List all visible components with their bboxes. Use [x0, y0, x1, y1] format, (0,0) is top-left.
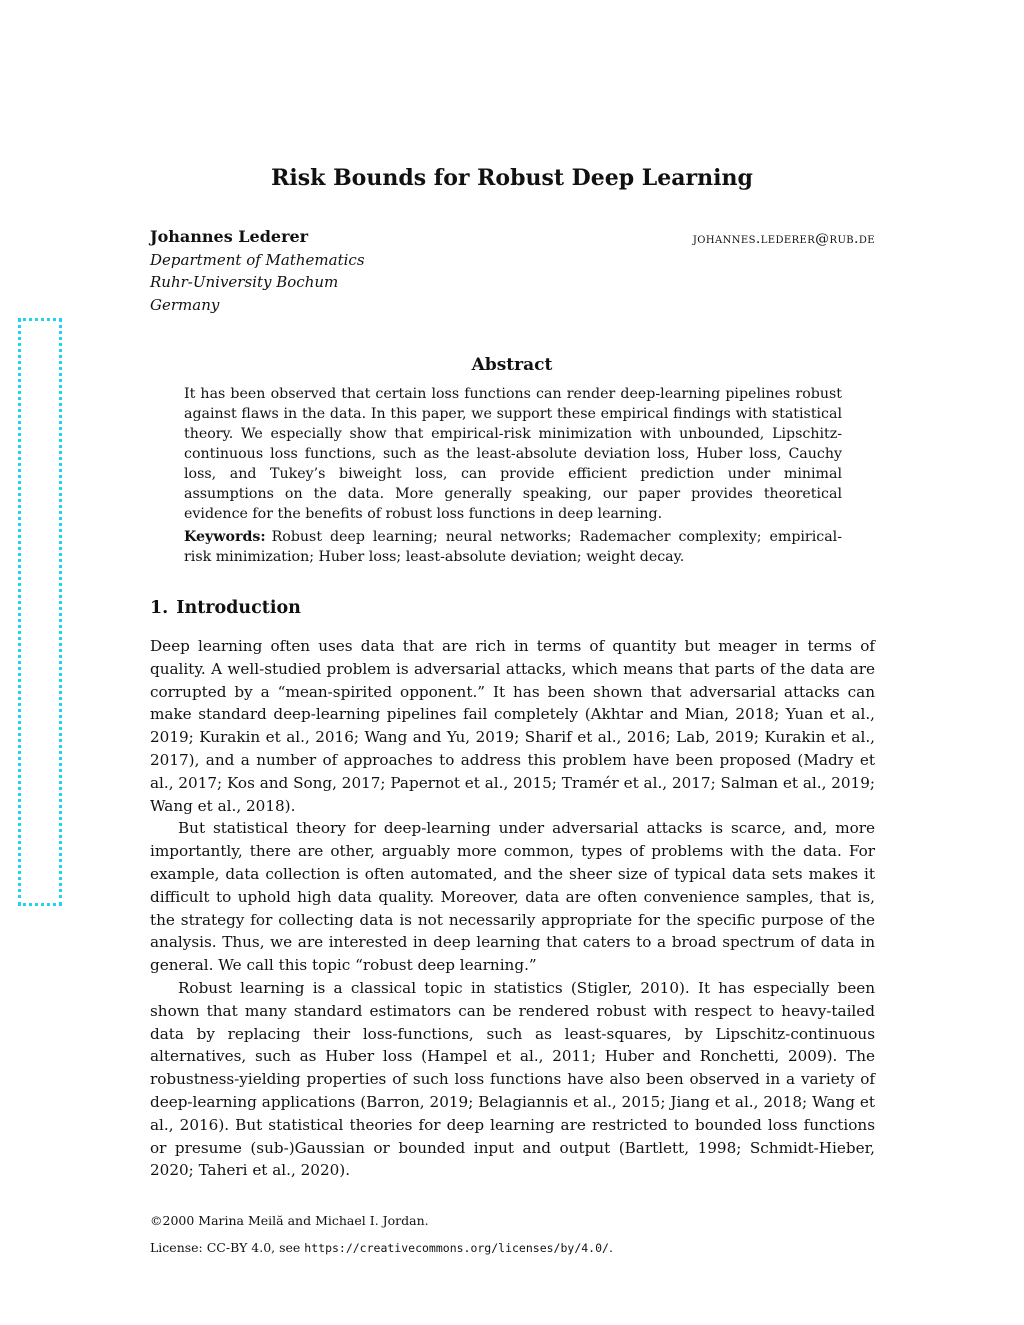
paragraph: But statistical theory for deep-learning under adversarial attacks is scarce, and, more importantly, there are other, arguably more common, types of problems with the data. For example, data collection is often automated, and the sheer size of typical data sets makes it difficult to uphold high data quality. Moreover, data are often convenience samples, that is, the strategy for collecting data is not necessarily appropriate for the specific purpose of the analysis. Thus, we are interested in deep learning that caters to a broad spectrum of data in general. We call this topic “robust deep learning.”	[150, 819, 875, 975]
paragraph: Robust learning is a classical topic in statistics (Stigler, 2010). It has especially been shown that many standard estimators can be rendered robust with respect to heavy-tailed data by replacing their loss-functions, such as least-squares, by Lipschitz-continuous alternatives, such as Huber loss (Hampel et al., 2011; Huber and Ronchetti, 2009). The robustness-yielding properties of such loss functions have also been observed in a variety of deep-learning applications (Barron, 2019; Belagiannis et al., 2015; Jiang et al., 2018; Wang et al., 2016). But statistical theories for deep learning are restricted to bounded loss functions or presume (sub-)Gaussian or bounded input and output (Bartlett, 1998; Schmidt-Hieber, 2020; Taheri et al., 2020).	[150, 978, 875, 1180]
abstract-text: It has been observed that certain loss functions can render deep-learning pipelines robust against flaws in the data. In this paper, we support these empirical findings with statistical theory. We especially show that empirical-risk minimization with unbounded, Lipschitz-continuous loss functions, such as the least-absolute deviation loss, Huber loss, Cauchy loss, and Tukey’s biweight loss, can provide efficient prediction under minimal assumptions on the data. More generally speaking, our paper provides theoretical evidence for the benefits of robust loss functions in deep learning.	[184, 386, 842, 522]
copyright-notice: ©2000 Marina Meilă and Michael I. Jordan.	[150, 1213, 429, 1228]
section-title: Introduction	[176, 598, 301, 618]
author-country: Germany	[150, 295, 220, 314]
keywords	[184, 527, 842, 567]
license-prefix: License: CC-BY 4.0, see	[150, 1240, 305, 1255]
arxiv-id-outline	[18, 318, 62, 906]
paper-title: Risk Bounds for Robust Deep Learning	[271, 165, 753, 191]
author-university: Ruhr-University Bochum	[150, 273, 339, 291]
abstract	[184, 384, 842, 567]
section-heading-introduction	[150, 598, 301, 618]
license-link[interactable]: https://creativecommons.org/licenses/by/4.0/	[304, 1241, 609, 1255]
author-department: Department of Mathematics	[150, 250, 365, 269]
keywords-label: Keywords:	[184, 529, 266, 545]
footnote	[150, 1212, 875, 1257]
introduction-body	[150, 635, 875, 1182]
license-notice	[150, 1239, 875, 1257]
author-block	[150, 226, 875, 316]
section-number: 1.	[150, 598, 169, 618]
author-email: johannes.lederer@rub.de	[692, 231, 875, 247]
license-suffix: .	[608, 1240, 613, 1255]
author-name: Johannes Lederer	[150, 227, 309, 246]
abstract-heading: Abstract	[471, 355, 553, 375]
keywords-text: Robust deep learning; neural networks; Rademacher complexity; empirical-risk minimization; Huber loss; least-absolute deviation; weight decay.	[184, 529, 842, 565]
paragraph: Deep learning often uses data that are rich in terms of quantity but meager in terms of quality. A well-studied problem is adversarial attacks, which means that parts of the data are corrupted by a “mean-spirited opponent.” It has been shown that adversarial attacks can make standard deep-learning pipelines fail completely (Akhtar and Mian, 2018; Yuan et al., 2019; Kurakin et al., 2016; Wang and Yu, 2019; Sharif et al., 2016; Lab, 2019; Kurakin et al., 2017), and a number of approaches to address this problem have been proposed (Madry et al., 2017; Kos and Song, 2017; Papernot et al., 2015; Tramér et al., 2017; Salman et al., 2019; Wang et al., 2018).	[150, 637, 876, 815]
